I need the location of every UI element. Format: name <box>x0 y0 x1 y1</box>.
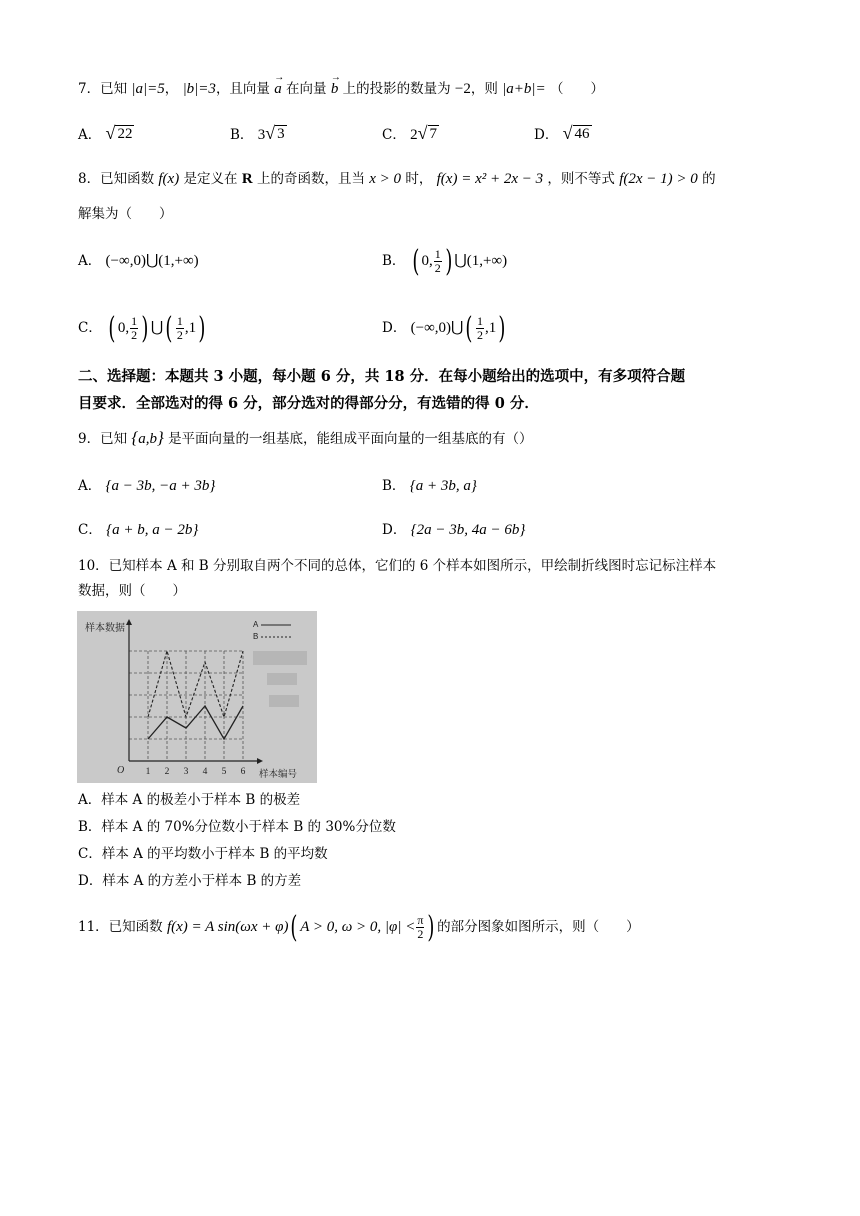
section2-line2: 目要求．全部选对的得 6 分，部分选对的得部分分，有选错的得 0 分． <box>78 395 539 412</box>
fraction: $\frac{1}{2}$ <box>176 314 183 342</box>
q7-stem-mid2: 在向量 <box>286 81 327 97</box>
q10-option-b: B．样本 A 的 70%分位数小于样本 B 的 30%分位数 <box>78 819 396 835</box>
q8-stem-end: 的 <box>702 171 716 187</box>
sqrt: √ 3 <box>265 123 285 143</box>
sqrt: √ 22 <box>105 123 133 143</box>
q8-inequality: f(2x − 1) > 0 <box>619 171 698 187</box>
q11-function: f(x) = A sin(ωx + φ) <box>166 919 289 935</box>
figure-origin: O <box>117 765 125 776</box>
q11-stem: 11．已知函数 f(x) = A sin(ωx + φ)( A > 0, ω > 0, |φ| < $\frac{\pi}{2}$ ) 的部分图象如图所示，则（ ） <box>78 909 640 945</box>
option-value: 46 <box>574 126 590 142</box>
option-part: 0, <box>421 253 433 269</box>
q8-stem-pre: 8．已知函数 <box>78 171 155 187</box>
option-coef: 3 <box>257 127 266 143</box>
q10-option-d: D．样本 A 的方差小于样本 B 的方差 <box>78 873 302 889</box>
q7-cond1: |a|=5 <box>131 81 165 97</box>
q10-sample-line-figure <box>77 611 317 783</box>
xtick-3: 3 <box>183 767 189 777</box>
option-label: C． <box>78 522 102 538</box>
q10-option-c: C．样本 A 的平均数小于样本 B 的平均数 <box>78 846 328 862</box>
q8-stem-mid4: ，则不等式 <box>547 171 615 187</box>
q8-fx: f(x) <box>158 171 180 187</box>
option-label: C． <box>78 320 102 336</box>
q8-stem-mid: 是定义在 <box>183 171 238 187</box>
q11-stem-pre: 11．已知函数 <box>78 919 163 935</box>
q8-option-d: D． (−∞,0)⋃( $\frac{1}{2}$ ,1) <box>382 310 506 346</box>
option-value: 7 <box>429 126 438 142</box>
q7-stem-pre: 7．已知 <box>78 81 128 97</box>
figure-ylabel: 样本数据 <box>85 623 125 634</box>
q8-option-c: C． ( 0, $\frac{1}{2}$ ) ⋃( $\frac{1}{2}$ ,1) <box>78 310 206 346</box>
option-label: D． <box>382 320 407 336</box>
q7-stem-mid3: 上的投影的数量为 <box>342 81 451 97</box>
q7-vector-a: → a <box>274 78 282 100</box>
q7-expression: |a+b|= <box>502 81 546 97</box>
q8-function: f(x) = x² + 2x − 3 <box>436 171 544 187</box>
option-label: D． <box>534 127 559 143</box>
q7-option-a <box>78 124 134 146</box>
option-label: B． <box>382 478 406 494</box>
xtick-1: 1 <box>145 767 151 777</box>
figure-xlabel: 样本编号 <box>259 769 298 780</box>
xtick-5: 5 <box>221 767 227 777</box>
option-label: C． <box>382 127 406 143</box>
q7-ask: ，则 <box>470 81 498 97</box>
q7-option-d <box>534 124 592 146</box>
option-value: 22 <box>117 126 133 142</box>
q8-stem-mid2: 上的奇函数，且当 <box>256 171 365 187</box>
option-part: ,1 <box>485 320 497 336</box>
option-value: (−∞,0)⋃(1,+∞) <box>105 253 199 269</box>
fraction: $\frac{1}{2}$ <box>434 247 441 275</box>
option-value: {a + b, a − 2b} <box>106 522 199 538</box>
q9-option-c <box>78 519 198 541</box>
q7-option-b <box>230 124 287 146</box>
q9-option-a <box>78 475 215 497</box>
option-part: 0, <box>117 320 130 336</box>
q9-stem-pre: 9．已知 <box>78 431 128 447</box>
q7-cond2: |b|=3 <box>182 81 216 97</box>
fraction: $\frac{1}{2}$ <box>131 314 138 342</box>
xtick-2: 2 <box>164 767 170 777</box>
q7-blank: （ ） <box>549 81 604 97</box>
option-label: B． <box>230 127 254 143</box>
q7-projection-value: −2 <box>454 81 471 97</box>
option-label: A． <box>78 253 102 269</box>
q7-vector-b: → b <box>331 78 339 100</box>
q8-stem-line2: 解集为（ ） <box>78 206 173 222</box>
option-label: A． <box>78 478 102 494</box>
q7-stem-mid: ，且向量 <box>215 81 270 97</box>
q7-option-c <box>382 124 439 146</box>
section2-line1: 二、选择题：本题共 3 小题，每小题 6 分，共 18 分．在每小题给出的选项中，有多项符合题 <box>78 368 686 385</box>
q8-stem-mid3: 时， <box>405 171 433 187</box>
q9-option-d <box>382 519 525 541</box>
q9-stem: 9．已知 {a,b} 是平面向量的一组基底，能组成平面向量的一组基底的有（） <box>78 428 533 447</box>
option-label: D． <box>382 522 407 538</box>
option-label: A． <box>78 127 102 143</box>
xtick-6: 6 <box>240 767 246 777</box>
option-coef: 2 <box>410 127 418 143</box>
fraction: $\frac{1}{2}$ <box>477 314 484 342</box>
q7-stem: 7．已知 |a|=5， |b|=3，且向量 → a 在向量 → b 上的投影的数量为 −2，则 |a+b|= （ ） <box>78 78 604 100</box>
q10-stem-line1: 10．已知样本 A 和 B 分别取自两个不同的总体，它们的 6 个样本如图所示，甲绘制折线图时忘记标注样本 <box>78 558 717 574</box>
q10-option-a: A．样本 A 的极差小于样本 B 的极差 <box>78 792 301 808</box>
option-value: {2a − 3b, 4a − 6b} <box>410 522 526 538</box>
option-value: {a − 3b, −a + 3b} <box>105 478 216 494</box>
q11-condition: A > 0, ω > 0, |φ| < <box>300 919 416 935</box>
q8-option-a <box>78 250 199 272</box>
q11-stem-post: 的部分图象如图所示，则（ ） <box>437 919 640 935</box>
xtick-4: 4 <box>202 767 208 777</box>
option-value: {a + 3b, a} <box>409 478 477 494</box>
legend-a-label: A <box>253 620 259 629</box>
option-label: B． <box>382 253 406 269</box>
sqrt: √ 46 <box>562 123 590 143</box>
option-part: ⋃ <box>150 320 164 336</box>
q9-option-b <box>382 475 477 497</box>
option-part: ⋃(1,+∞) <box>454 253 508 269</box>
q8-real-set: R <box>241 171 253 187</box>
legend-b-label: B <box>253 632 259 641</box>
q8-stem-line1 <box>78 168 716 190</box>
sqrt: √ 7 <box>417 123 438 143</box>
option-part: (−∞,0)⋃ <box>410 320 464 336</box>
q10-stem-line2: 数据，则（ ） <box>78 583 186 599</box>
option-part: ,1 <box>184 320 197 336</box>
option-value: 3 <box>277 126 285 142</box>
q8-condition: x > 0 <box>369 171 402 187</box>
fraction: $\frac{\pi}{2}$ <box>417 913 424 941</box>
q8-option-b: B． ( 0, $\frac{1}{2}$ ) ⋃(1,+∞) <box>382 243 508 279</box>
q9-basis-set: a,b <box>138 431 157 447</box>
q9-stem-post: 是平面向量的一组基底，能组成平面向量的一组基底的有（） <box>168 431 533 447</box>
